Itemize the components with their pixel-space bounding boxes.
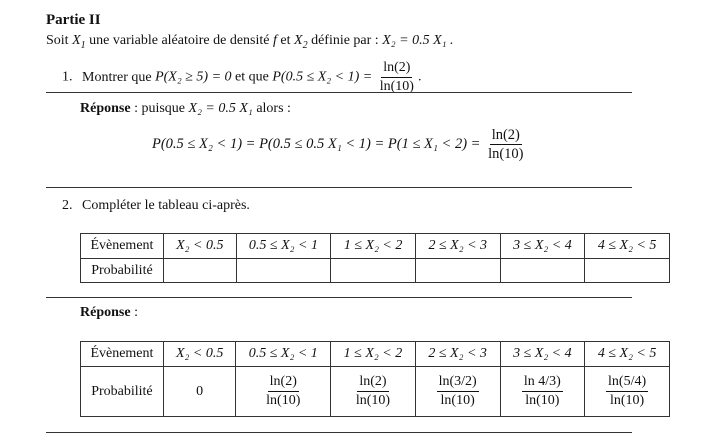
divider-4 (46, 432, 632, 433)
prob-cell (500, 367, 585, 417)
fraction-denominator: ln(10) (266, 393, 301, 408)
answer-2-text: : (134, 305, 138, 320)
divider-1 (46, 92, 632, 93)
intro-var-x2: $X_2$ (294, 33, 308, 51)
divider-3 (46, 297, 632, 298)
section-title: Partie II (46, 12, 101, 28)
answer-table (80, 341, 670, 417)
intro-formula: X₂ = 0.5 X₁ . (382, 33, 454, 48)
answer-1-intro (80, 101, 291, 117)
col-header: 4 ≤ X₂ < 5 (585, 342, 670, 367)
col-header: 0.5 ≤ X₂ < 1 (236, 342, 331, 367)
question-1-fraction (378, 60, 416, 95)
fraction-denominator: ln(10) (609, 393, 645, 408)
col-header: 0.5 ≤ X₂ < 1 (236, 234, 331, 259)
fraction-denominator: ln(10) (379, 79, 414, 94)
question-2-text: Compléter le tableau ci-après. (82, 198, 250, 213)
table-header-row (81, 234, 670, 259)
table-prob-row (81, 259, 670, 283)
col-header: X₂ < 0.5 (163, 234, 236, 259)
prob-fraction (264, 374, 302, 409)
intro-defined: définie par : (311, 33, 379, 48)
question-1-expr1: P(X₂ ≥ 5) = 0 (155, 69, 232, 85)
empty-cell (236, 259, 331, 283)
answer-2-label: Réponse (80, 305, 131, 320)
row-label-probability: Probabilité (81, 367, 164, 417)
answer-1-label: Réponse (80, 101, 131, 116)
fraction-numerator: ln 4/3) (522, 374, 563, 392)
answer-1-equation (152, 127, 528, 162)
fraction-numerator: ln(2) (268, 374, 299, 392)
col-header: 1 ≤ X₂ < 2 (331, 234, 416, 259)
fraction-denominator: ln(10) (525, 393, 560, 408)
answer-2-intro (80, 305, 138, 321)
prob-cell (415, 367, 500, 417)
col-header: 3 ≤ X₂ < 4 (500, 234, 585, 259)
empty-cell (500, 259, 585, 283)
empty-cell (415, 259, 500, 283)
col-header: X₂ < 0.5 (163, 342, 236, 367)
fraction-denominator: ln(10) (440, 393, 475, 408)
divider-2 (46, 187, 632, 188)
col-header: 2 ≤ X₂ < 3 (415, 234, 500, 259)
question-1-text: Montrer que (82, 69, 152, 85)
prob-cell (331, 367, 416, 417)
question-1-number: 1. (62, 69, 73, 85)
fraction-numerator: ln(5/4) (606, 374, 648, 392)
prob-fraction (354, 374, 392, 409)
answer-1-text: : puisque (134, 101, 186, 116)
empty-table (80, 233, 670, 283)
fraction-numerator: ln(2) (381, 60, 412, 78)
row-label-event: Évènement (81, 342, 164, 367)
table-prob-row (81, 367, 670, 417)
fraction-numerator: ln(2) (491, 127, 520, 143)
fraction-denominator: ln(10) (488, 146, 524, 162)
question-1-expr2: P(0.5 ≤ X₂ < 1) = (272, 69, 373, 85)
answer-1-expr: X₂ = 0.5 X₁ (188, 101, 253, 116)
empty-cell (585, 259, 670, 283)
prob-cell (236, 367, 331, 417)
col-header: 1 ≤ X₂ < 2 (331, 342, 416, 367)
row-label-event: Évènement (81, 234, 164, 259)
intro-line (46, 33, 454, 51)
question-2 (62, 198, 250, 214)
empty-cell (163, 259, 236, 283)
prob-fraction (606, 374, 648, 409)
question-2-number: 2. (62, 198, 73, 213)
prob-fraction (437, 374, 479, 409)
table-header-row (81, 342, 670, 367)
intro-prefix: Soit (46, 33, 69, 48)
prob-cell (585, 367, 670, 417)
intro-middle: une variable aléatoire de densité (89, 33, 270, 48)
answer-1-equation-text: P(0.5 ≤ X₂ < 1) = P(0.5 ≤ 0.5 X₁ < 1) = P(1 ≤ X₁ < 2) = (152, 135, 481, 152)
fraction-numerator: ln(2) (357, 374, 388, 392)
row-label-probability: Probabilité (81, 259, 164, 283)
col-header: 4 ≤ X₂ < 5 (585, 234, 670, 259)
question-1-and: et que (235, 69, 269, 85)
prob-fraction (522, 374, 563, 409)
prob-cell: 0 (163, 367, 236, 417)
intro-and: et (280, 33, 291, 48)
intro-var-x1: $X_1$ (72, 33, 86, 51)
question-1-end: . (417, 69, 422, 85)
intro-var-f: f (273, 33, 277, 48)
answer-1-fraction (486, 127, 525, 162)
fraction-denominator: ln(10) (355, 393, 391, 408)
answer-1-then: alors : (256, 101, 291, 116)
question-1 (62, 60, 421, 95)
col-header: 3 ≤ X₂ < 4 (500, 342, 585, 367)
empty-cell (331, 259, 416, 283)
col-header: 2 ≤ X₂ < 3 (415, 342, 500, 367)
fraction-numerator: ln(3/2) (437, 374, 479, 392)
